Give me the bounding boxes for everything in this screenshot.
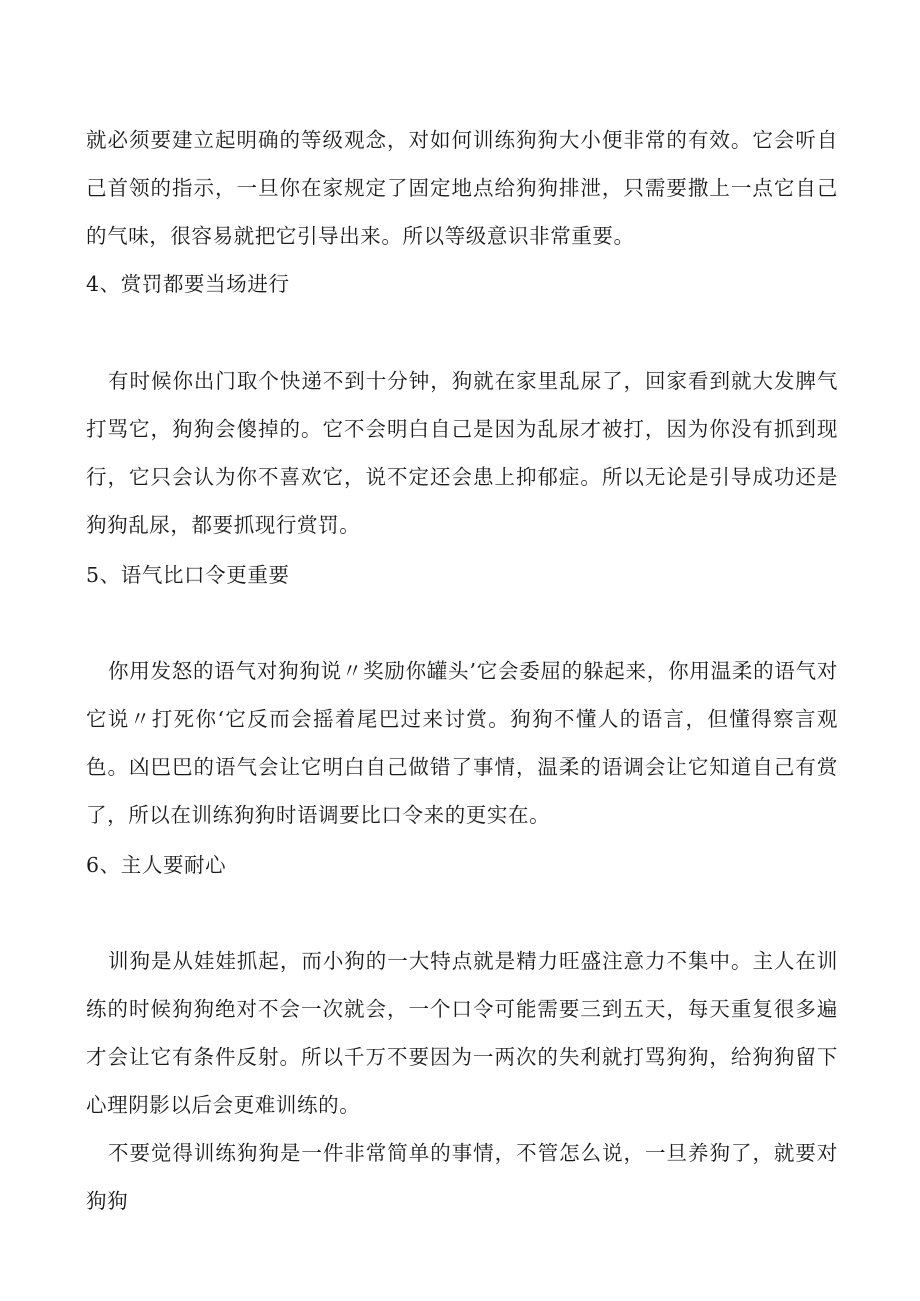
heading-tone: 5、语气比口令更重要 <box>86 563 290 587</box>
paragraph-closing: 不要觉得训练狗狗是一件非常简单的事情，不管怎么说，一旦养狗了，就要对狗狗 <box>86 1141 838 1213</box>
heading-reward-punish: 4、赏罚都要当场进行 <box>86 272 290 296</box>
paragraph-reward-punish: 有时候你出门取个快递不到十分钟，狗就在家里乱尿了，回家看到就大发脾气打骂它，狗狗会傻掉的。它不会明白自己是因为乱尿才被打，因为你没有抓到现行，它只会认为你不喜欢它，说不定还会患上抑郁症。所以无论是引导成功还是狗狗乱尿，都要抓现行赏罚。 <box>86 369 838 537</box>
heading-patience: 6、主人要耐心 <box>86 853 227 877</box>
paragraph-tone: 你用发怒的语气对狗狗说〃奖励你罐头’它会委屈的躲起来，你用温柔的语气对它说〃打死你‘它反而会摇着尾巴过来讨赏。狗狗不懂人的语言，但懂得察言观色。凶巴巴的语气会让它明白自己做错了事情，温柔的语调会让它知道自己有赏了，所以在训练狗狗时语调要比口令来的更实在。 <box>86 659 838 827</box>
paragraph-patience: 训狗是从娃娃抓起，而小狗的一大特点就是精力旺盛注意力不集中。主人在训练的时候狗狗绝对不会一次就会，一个口令可能需要三到五天，每天重复很多遍才会让它有条件反射。所以千万不要因为一两次的失利就打骂狗狗，给狗狗留下心理阴影以后会更难训练的。 <box>86 949 838 1117</box>
paragraph-hierarchy: 就必须要建立起明确的等级观念，对如何训练狗狗大小便非常的有效。它会听自己首领的指示，一旦你在家规定了固定地点给狗狗排泄，只需要撒上一点它自己的气味，很容易就把它引导出来。所以等级意识非常重要。 <box>86 128 838 248</box>
